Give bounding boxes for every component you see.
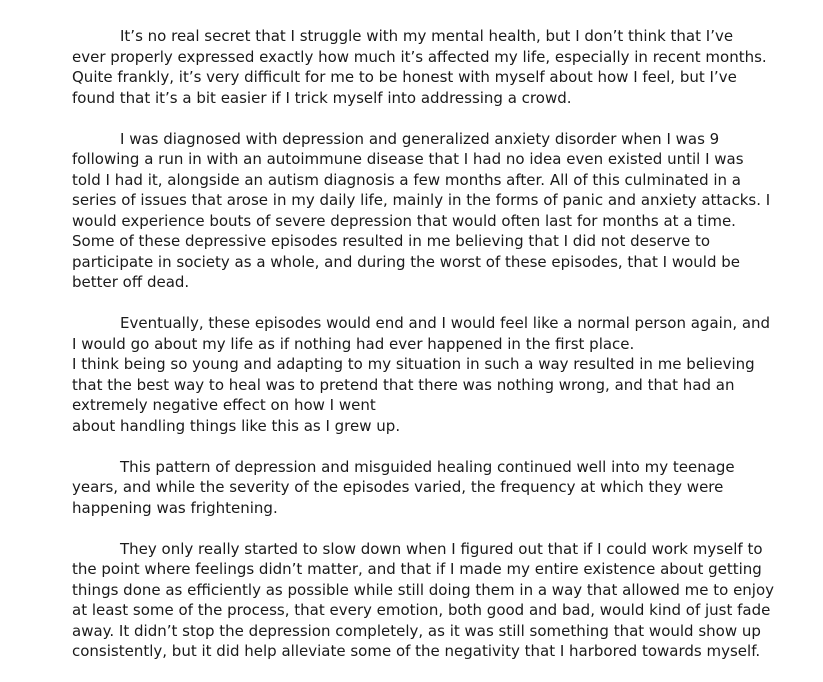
paragraph-line: series of issues that arose in my daily life, mainly in the forms of panic and anxiety attacks. I	[72, 191, 771, 209]
paragraph-5	[72, 539, 812, 662]
paragraph-2	[72, 129, 812, 293]
paragraph-line: consistently, but it did help alleviate some of the negativity that I harbored towards myself.	[72, 642, 761, 660]
paragraph-line: Some of these depressive episodes resulted in me believing that I did not deserve to	[72, 232, 710, 250]
paragraph-line: extremely negative effect on how I went	[72, 396, 376, 414]
paragraph-line: following a run in with an autoimmune disease that I had no idea even existed until I was	[72, 150, 744, 168]
paragraph-line: Eventually, these episodes would end and I would feel like a normal person again, and	[120, 314, 771, 332]
paragraph-line: away. It didn’t stop the depression completely, as it was still something that would show up	[72, 621, 761, 640]
paragraph-line: ever properly expressed exactly how much it’s affected my life, especially in recent months.	[72, 47, 767, 66]
paragraph-line: This pattern of depression and misguided healing continued well into my teenage	[120, 457, 735, 476]
paragraph-line: years, and while the severity of the episodes varied, the frequency at which they were	[72, 478, 724, 496]
paragraph-line: found that it’s a bit easier if I trick myself into addressing a crowd.	[72, 88, 572, 107]
paragraph-line: I would go about my life as if nothing had ever happened in the first place.	[72, 334, 635, 353]
paragraph-line: I think being so young and adapting to my situation in such a way resulted in me believing	[72, 355, 755, 373]
paragraph-3	[72, 313, 812, 436]
paragraph-line: the point where feelings didn’t matter, and that if I made my entire existence about getting	[72, 560, 762, 578]
paragraph-line: that the best way to heal was to pretend that there was nothing wrong, and that had an	[72, 375, 735, 394]
paragraph-4	[72, 457, 812, 519]
paragraph-line: about handling things like this as I grew up.	[72, 416, 401, 435]
paragraph-line: things done as efficiently as possible while still doing them in a way that allowed me to enjoy	[72, 580, 775, 599]
paragraph-line: It’s no real secret that I struggle with my mental health, but I don’t think that I’ve	[120, 27, 734, 45]
paragraph-line: at least some of the process, that every emotion, both good and bad, would kind of just fade	[72, 601, 771, 619]
paragraph-line: I was diagnosed with depression and generalized anxiety disorder when I was 9	[120, 129, 720, 148]
paragraph-1	[72, 26, 812, 108]
paragraph-line: would experience bouts of severe depression that would often last for months at a time.	[72, 211, 736, 230]
paragraph-line: told I had it, alongside an autism diagnosis a few months after. All of this culminated in a	[72, 170, 741, 189]
document-body	[72, 26, 812, 682]
paragraph-line: They only really started to slow down when I figured out that if I could work myself to	[120, 539, 763, 558]
paragraph-line: participate in society as a whole, and during the worst of these episodes, that I would be	[72, 252, 741, 271]
paragraph-line: happening was frightening.	[72, 498, 278, 517]
paragraph-line: Quite frankly, it’s very difficult for me to be honest with myself about how I feel, but I’ve	[72, 68, 737, 86]
paragraph-line: better off dead.	[72, 273, 190, 291]
